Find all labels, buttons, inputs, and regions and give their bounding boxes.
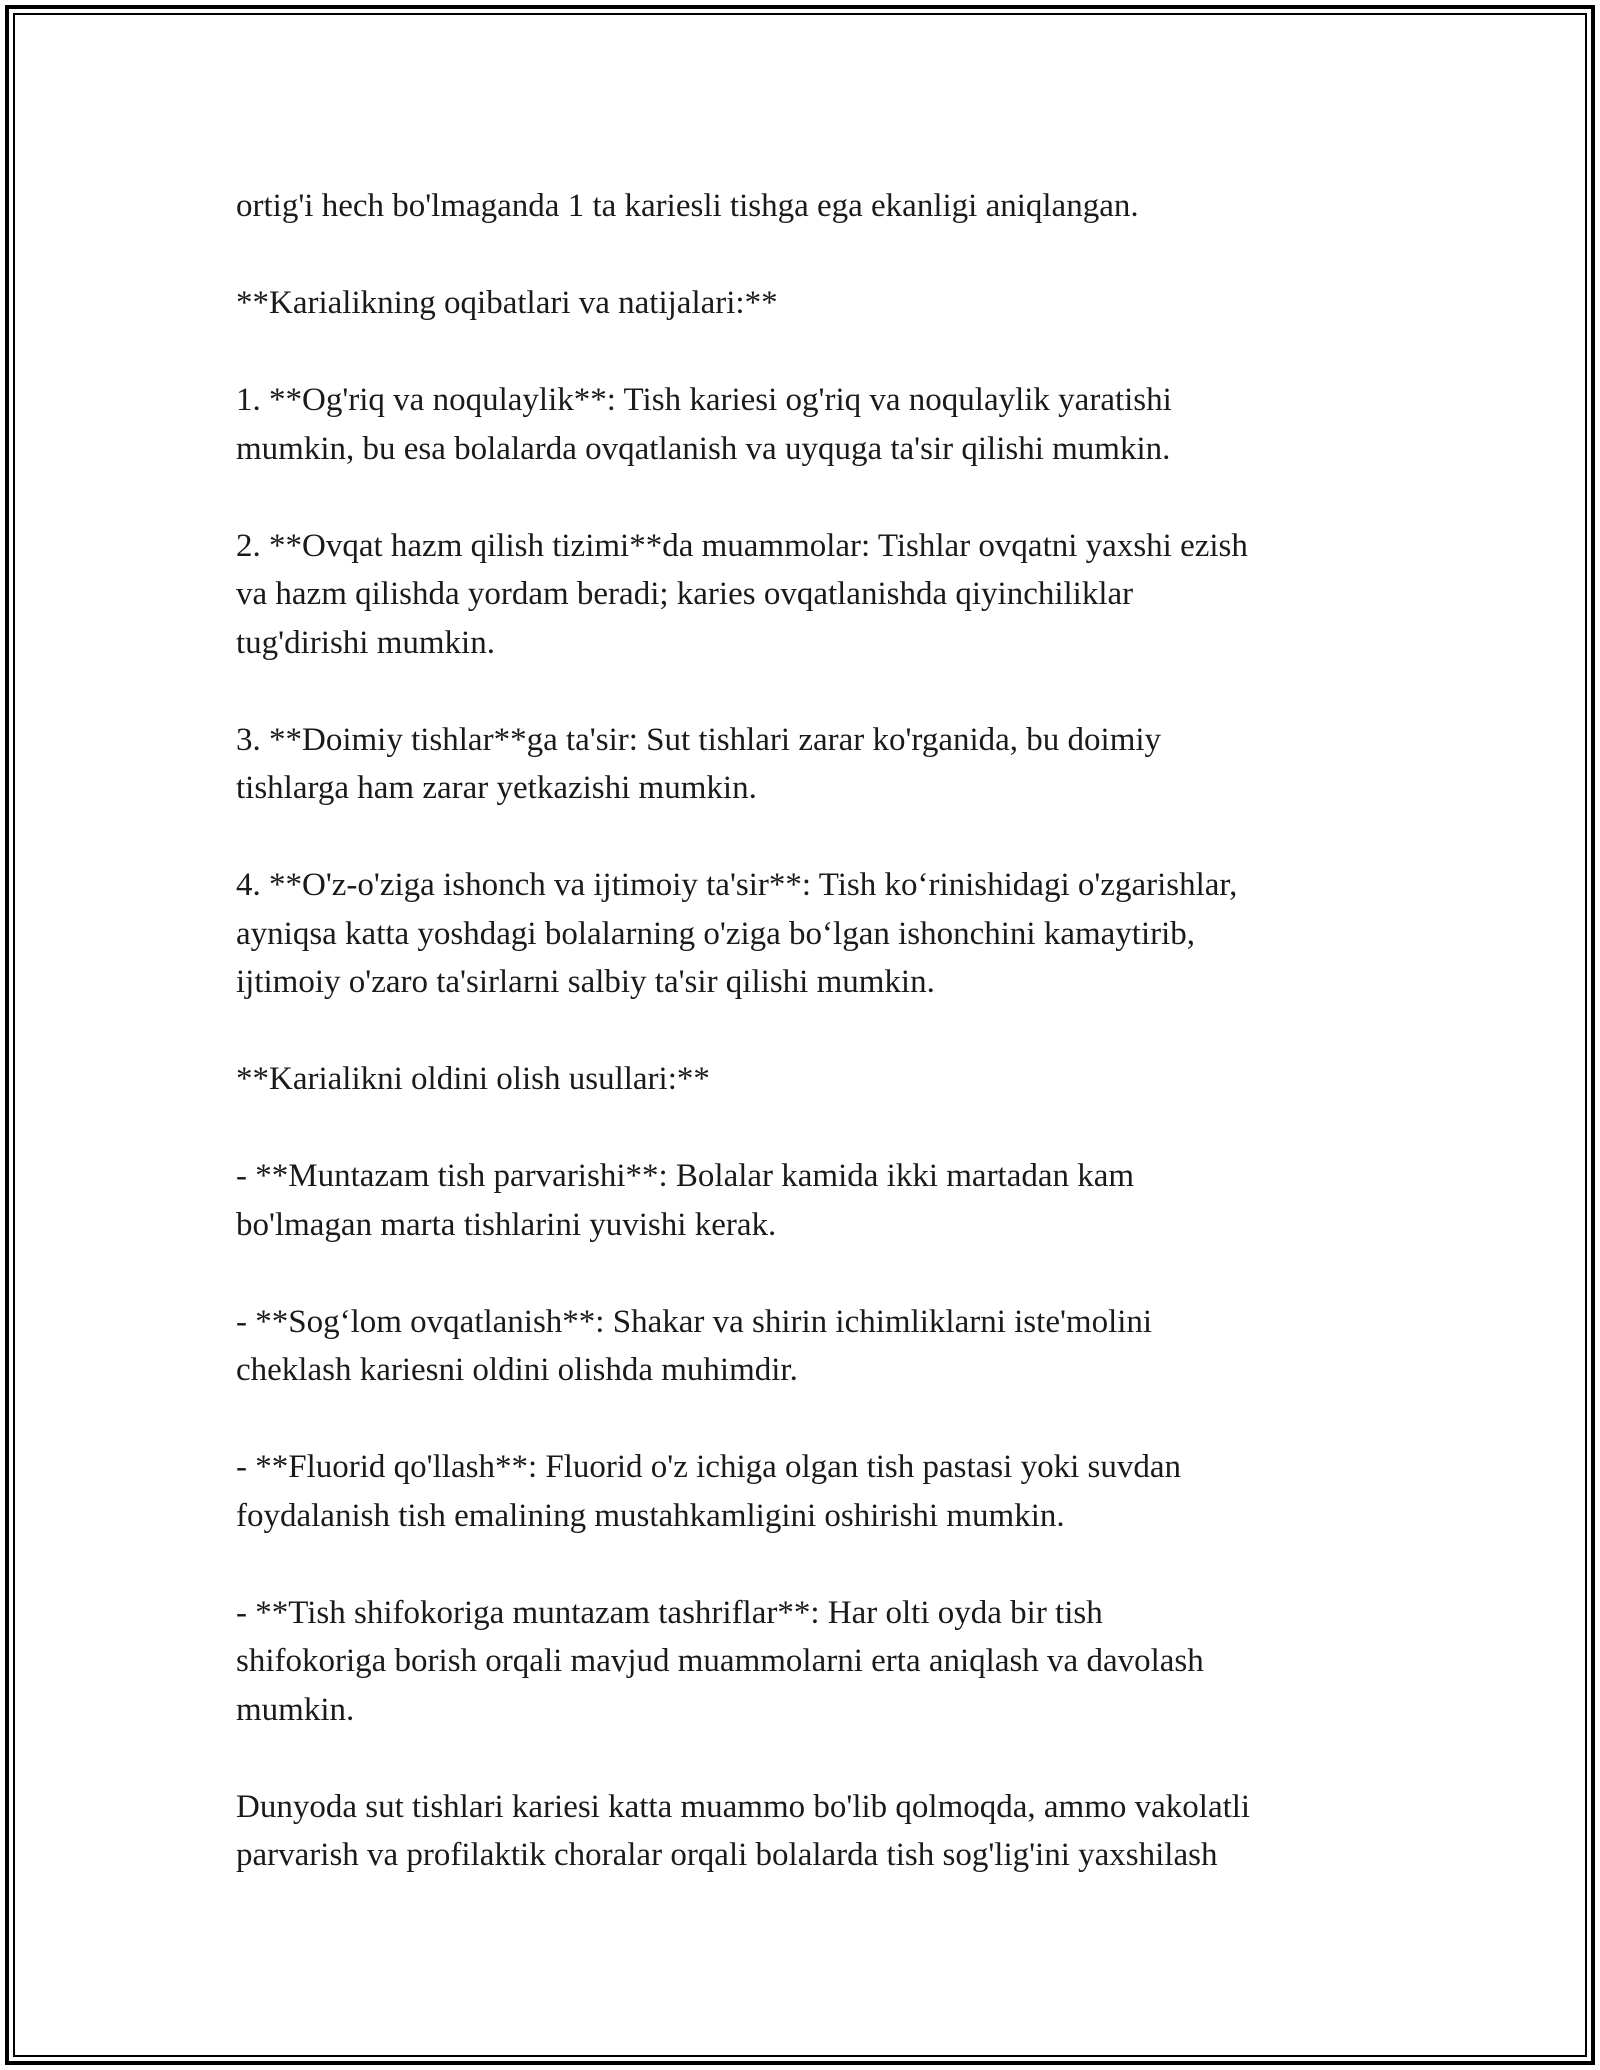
- bullet-regular-care: - **Muntazam tish parvarishi**: Bolalar kamida ikki martadan kam bo'lmagan marta tishlarini yuvishi kerak.: [236, 1158, 1135, 1243]
- list-item-digestion: 2. **Ovqat hazm qilish tizimi**da muammolar: Tishlar ovqatni yaxshi ezish va hazm qilishda yordam beradi; karies ovqatlanishda qiyinchiliklar tug'dirishi mumkin.: [236, 527, 1248, 661]
- list-item-pain: 1. **Og'riq va noqulaylik**: Tish kariesi og'riq va noqulaylik yaratishi mumkin, bu esa bolalarda ovqatlanish va uyquga ta'sir qilishi mumkin.: [236, 382, 1172, 467]
- list-item-self-confidence: 4. **O'z-o'ziga ishonch va ijtimoiy ta'sir**: Tish ko‘rinishidagi o'zgarishlar, ayniqsa katta yoshdagi bolalarning o'ziga bo‘lgan ishonchini kamaytirib, ijtimoiy o'zaro ta'sirlarni salbiy ta'sir qilishi mumkin.: [236, 867, 1238, 1000]
- heading-consequences: **Karialikning oqibatlari va natijalari:**: [236, 285, 778, 321]
- paragraph-conclusion: Dunyoda sut tishlari kariesi katta muammo bo'lib qolmoqda, ammo vakolatli parvarish va profilaktik choralar orqali bolalarda tish sog'lig'ini yaxshilash: [236, 1788, 1251, 1873]
- paragraph-intro-continuation: ortig'i hech bo'lmaganda 1 ta kariesli tishga ega ekanligi aniqlangan.: [236, 188, 1139, 224]
- document-body: [236, 182, 1396, 1880]
- bullet-dentist-visits: - **Tish shifokoriga muntazam tashriflar**: Har olti oyda bir tish shifokoriga borish orqali mavjud muammolarni erta aniqlash va davolash mumkin.: [236, 1594, 1204, 1728]
- bullet-healthy-eating: - **Sog‘lom ovqatlanish**: Shakar va shirin ichimliklarni iste'molini cheklash kariesni oldini olishda muhimdir.: [236, 1303, 1153, 1388]
- bullet-fluoride: - **Fluorid qo'llash**: Fluorid o'z ichiga olgan tish pastasi yoki suvdan foydalanish tish emalining mustahkamligini oshirishi mumkin.: [236, 1449, 1181, 1534]
- list-item-permanent-teeth: 3. **Doimiy tishlar**ga ta'sir: Sut tishlari zarar ko'rganida, bu doimiy tishlarga ham zarar yetkazishi mumkin.: [236, 721, 1162, 806]
- heading-prevention: **Karialikni oldini olish usullari:**: [236, 1061, 710, 1097]
